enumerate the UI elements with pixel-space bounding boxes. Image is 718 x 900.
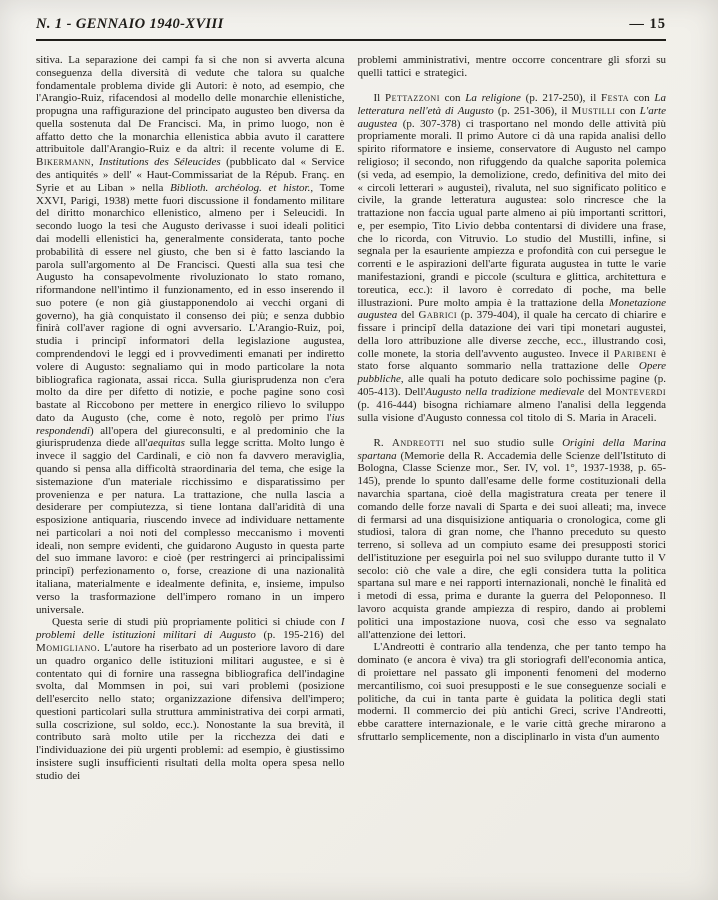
text-segment-normal: (p. 416-444) bisogna richiamare almeno l'analisi della leggenda sulla visione d'Augusto connessa col titolo di S. Maria in Araceli. [357, 398, 666, 424]
text-segment-normal: , alle quali ha potuto dedicare solo pochissime pagine (p. 405-413). Dell' [357, 373, 666, 399]
text-segment-normal: R. [373, 436, 392, 449]
text-segment-normal: (Memorie della R. Accademia delle Scienze dell'Istituto di Bologna, Classe Scienze mor., Ser. IV, vol. 1°, 1937-1938, p. 65-145), prende lo spunto dall'esame delle forme costituzionali della navarchia spartana, cioè della magistratura creata per tenere il comando delle forze navali di Sparta e dei suoi alleati; ma, invece di fermarsi ad una disquisizione antiquaria o cronologica, come gli studiosi, talora di gran nome, che l'hanno preceduto su questo terreno, si solleva ad un compiuto esame dei presupposti storici dell'istituzione per eseguirla poi nel suo sviluppo durante tutto il V secolo: ciò che vale a dire, che egli considera tutta la politica spartana sul mare e nei rapporti internazionali, nonchè le finalità ed i metodi di essa, prima e durante la guerra del Peloponneso. Il lavoro acquista grande ampiezza di respiro, dando ai problemi politici una impostazione nuova, così che esso va segnalato all'attenzione dei lettori. [357, 449, 666, 641]
text-segment-smallcaps: Festa [601, 92, 629, 105]
paragraph [36, 616, 345, 782]
right-column [358, 54, 667, 783]
text-segment-italic: I problemi delle istituzioni militari di Augusto [36, 616, 345, 642]
text-segment-smallcaps: Gabrici [418, 309, 457, 322]
text-segment-normal: (p. 307-378) ci trasportano nel mondo delle attività più propriamente morali. Il primo Autore ci dà una rapida analisi dello spirito riformatore e insieme, conservatore di Augusto nel campo religioso; il secondo, non rifuggendo da qualche saporita polemica (si veda, ad esempio, la demolizione, credo, definitiva del mito dei « circoli letterari » augustei), rivaluta, nel suo significato politico e civile, la grande letteratura augustea: solo rincresce che la trattazione non faccia ugual parte almeno ai più importanti scrittori, e, per esempio, Tito Livio debba contentarsi di dividere una frase, che lo ricorda, con Vitruvio. Lo studio del Mustilli, infine, si segnala per la esauriente ampiezza e profondità con cui persegue le correnti e le aspirazioni dell'arte figurata augustea in tutte le varie manifestazioni, grandi e piccole (scultura e glittica, architettura e toreutica, ecc.): il lavoro è corredato di poche, ma belle illustrazioni. Pure molto ampia è la trattazione della [357, 117, 666, 309]
text-segment-italic: ius respondendi [36, 411, 345, 437]
text-segment-normal: (p. 217-250), il [520, 92, 602, 105]
paragraph [358, 54, 667, 80]
text-segment-smallcaps: Mustilli [571, 104, 616, 117]
issue-label: N. 1 - GENNAIO 1940-XVIII [36, 16, 224, 32]
paragraph [36, 54, 345, 616]
text-segment-smallcaps: Monteverdi [605, 386, 666, 399]
text-segment-normal: sitiva. La separazione dei campi fa sì che non si avverta alcuna conseguenza della diversità di vedute che talora su qualche fondamentale problema divide gli Autori: è noto, ad esempio, che l'Arangio-Ruiz, rifacendosi al modello delle monarchie ellenistiche, propugna una raffigurazione del principato augusteo ben diversa da quella sostenuta dal De Francisci. Ma, in primo luogo, non è affatto detto che la monarchia ellenistica abbia avuto il carattere attribuitole dall'Arangio-Ruiz e da altri: il recente volume di E. [36, 54, 345, 156]
text-segment-normal: (p. 379-404), il quale ha cercato di chiarire e fissare i principî della datazione dei vari tipi monetari augustei, della loro attribuzione alle diverse zecche, ecc., illustrando così, colle monete, la storia dell'avvento augusteo. Invece il [357, 309, 666, 360]
text-segment-normal: è stato forse alquanto sommario nella trattazione delle [357, 347, 666, 373]
text-segment-italic: Augusto nella tradizione medievale [425, 386, 585, 399]
text-segment-normal: (p. 195-216) del [255, 629, 345, 642]
text-segment-normal: ) all'opera del giureconsulti, e al predominio che la giurisprudenza diede all' [36, 424, 345, 450]
text-segment-smallcaps: Momigliano [36, 641, 97, 654]
text-segment-normal: con [615, 104, 640, 117]
text-segment-normal: Il [373, 92, 385, 105]
text-segment-normal: del [397, 309, 419, 322]
header-rule [36, 39, 666, 41]
paragraph [358, 641, 667, 743]
text-segment-normal: Questa serie di studi più propriamente politici si chiude con [52, 616, 341, 629]
text-segment-normal: con [629, 92, 655, 105]
text-segment-normal: con [439, 92, 466, 105]
paragraph [358, 437, 667, 642]
page-number: — 15 [629, 16, 666, 32]
text-segment-normal: (pubblicato dal « Service des antiquités » dell' « Haut-Commissariat de la Répub. Franç. en Syrie et au Liban » nella [36, 156, 345, 194]
text-segment-normal: (p. 251-306), il [493, 104, 572, 117]
text-segment-italic: Opere pubbliche [357, 360, 666, 386]
text-segment-normal: sulla legge scritta. Molto lungo è invece il saggio del Cardinali, e ciò non fa davvero meraviglia, quando si pensa alla difficoltà straordinaria del tema, che esige la sistemazione d'un materiale ricchissimo e disparatissimo per provenienza e per natura. La trattazione, che nulla lascia a desiderare per compiutezza, si tiene lontana dall'aridità di una esposizione antiquaria, riuscendo invece ad individuare nettamente nei particolari a noi noti del complesso meccanismo i moventi ideali, non sempre evidenti, che guidarono Augusto in questa parte del suo immane lavoro: e cioè (per restringerci ai principalissimi principî) perfezionamento o, forse, creazione di una nazionalità italiana, materialmente e idealmente definita, e, insieme, impulso verso la trasformazione dell'impero romano in un impero universale. [36, 437, 345, 616]
text-columns [36, 54, 666, 783]
text-segment-smallcaps: Andreotti [391, 436, 445, 449]
text-segment-normal: del [584, 386, 606, 399]
text-segment-italic: La religione [465, 92, 521, 105]
text-segment-normal: , [90, 156, 100, 169]
text-segment-italic: Origini della Marina spartana [357, 436, 667, 462]
text-segment-italic: L'arte augustea [357, 104, 666, 130]
left-column [36, 54, 345, 783]
text-segment-italic: Monetazione augustea [357, 296, 666, 322]
text-segment-normal: . L'autore ha riserbato ad un posteriore lavoro di dare un quadro organico delle istituzioni militari augustee, e si è contentato qui di fornire una rassegna bibliografica dell'indagine svolta, dal Mommsen in poi, sui vari problemi (posizione dell'esercito nello stato; organizzazione difensiva dell'impero; questioni particolari sulla struttura amministrativa dei corpi armati, sulla coscrizione, sul soldo, ecc.). Nonostante la sua brevità, il contributo sarà molto utile per la ricchezza dei dati e l'individuazione dei più urgenti problemi: ad esempio, è giustissimo insistere sugli insufficienti risultati della molta opera spesa nello studio dei [36, 641, 345, 782]
text-segment-smallcaps: Pettazzoni [384, 92, 440, 105]
text-segment-normal: problemi amministrativi, mentre occorre concentrare gli sforzi su quelli tattici e strategici. [357, 54, 666, 79]
text-segment-normal: , Tome XXVI, Parigi, 1938) mette fuori discussione il fondamento militare del diritto monarchico ellenistico, almeno per i Seleucidi. In secondo luogo la tesi che Augusto derivasse i suoi ideali politici dai modelli ellenistici ha, generalmente considerata, tanto poche probabilità di essere nel giusto, che ben si è fatto lasciando la parola sull'argomento al De Francisci. Questi alla sua tesi che Augusto ha consapevolmente rivoluzionato lo stato romano, riformandone nell'intimo il funzionamento, ed in esso inserendo il suo potere (e non già giustapponendolo ai vecchi organi di governo), ha già conquistato il consenso dei più; e senza dubbio finirà coll'aver ragione di ogni avversario. L'Arangio-Ruiz, poi, studia i principî informatori della legislazione augustea, comprendendovi le leggi ed i provvedimenti emanati per indiretto volere di Augusto: segnaliamo qui in modo particolare la nota bibliografica ragionata, assai ricca. Sulla giurisprudenza non c'era molto da dire per difetto di notizie, e poche pagine sono così bastate al Riccobono per mettere in energico rilievo lo sviluppo dato da Augusto (che, come è noto, regolò per primo l' [36, 181, 345, 424]
text-segment-italic: La letteratura nell'età di Augusto [357, 92, 666, 117]
running-head [36, 14, 666, 39]
text-segment-italic: Biblioth. archéolog. et histor. [170, 181, 311, 194]
text-segment-italic: Institutions des Séleucides [99, 156, 221, 169]
text-segment-smallcaps: Paribeni [613, 347, 657, 360]
paragraph [358, 92, 667, 424]
text-segment-normal: nel suo studio sulle [444, 436, 563, 449]
text-segment-italic: aequitas [147, 437, 185, 450]
text-segment-smallcaps: Bikermann [36, 156, 91, 169]
text-segment-normal: L'Andreotti è contrario alla tendenza, che per tanto tempo ha dominato (e ancora è viva) tra gli storiografi dell'economia antica, di proiettare nel passato gli imponenti fenomeni del moderno mercantilismo, coi suoi presupposti e le sue conseguenze sociali e politiche, da cui in tanta parte è guidata la politica degli stati moderni. Il commercio dei più antichi Greci, scrive l'Andreotti, ebbe carattere internazionale, e le varie città greche mirarono a sfruttarlo semplicemente, non a disciplinarlo in vista d'un aumento [357, 641, 666, 743]
